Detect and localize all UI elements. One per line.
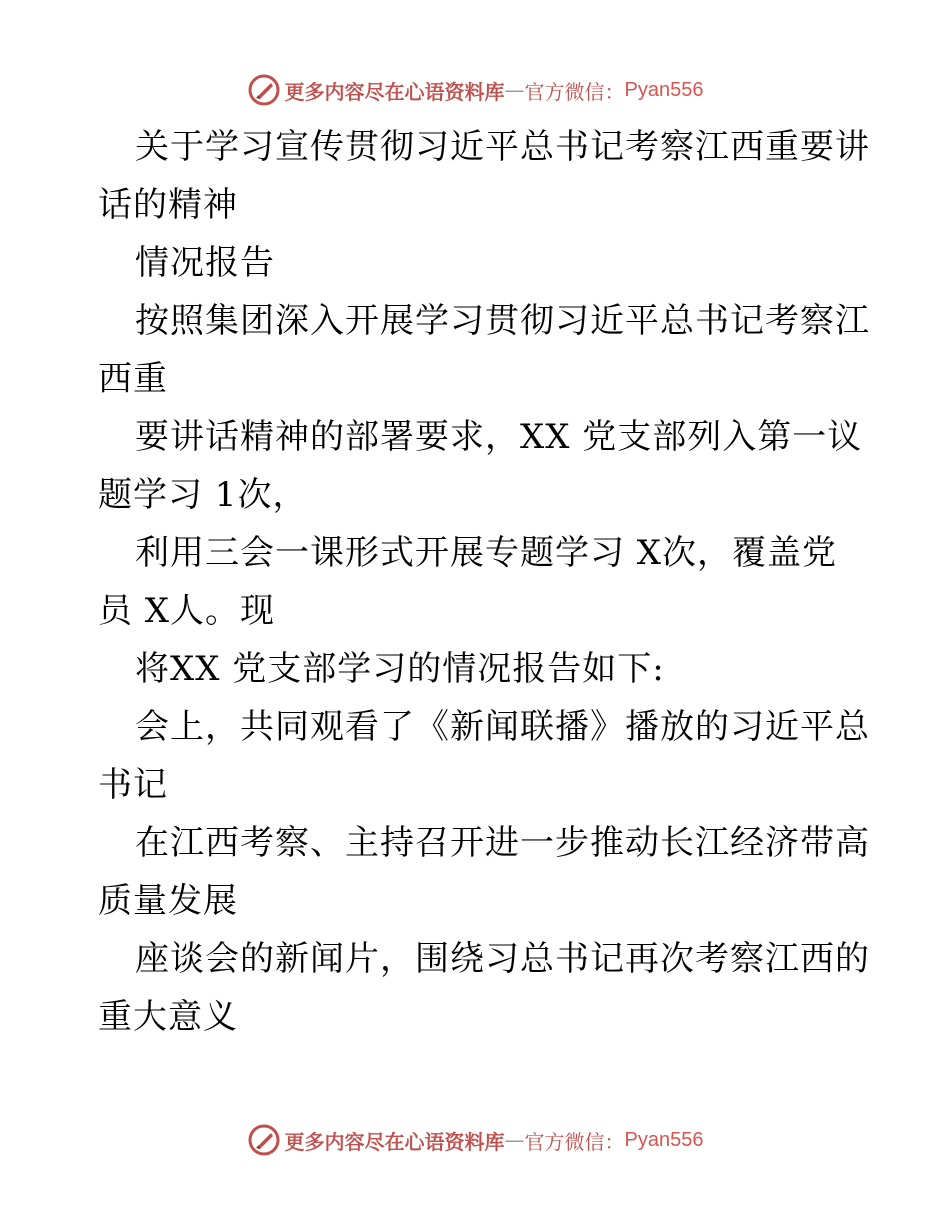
document-line: 书记 (98, 765, 168, 805)
watermark-dash: — (504, 1128, 525, 1152)
document-line: 将XX 党支部学习的情况报告如下: (135, 649, 665, 689)
watermark-wechat-id: Pyan556 (624, 1128, 704, 1151)
watermark-main-text: 更多内容尽在心语资料库 (284, 1129, 505, 1154)
document-line: 按照集团深入开展学习贯彻习近平总书记考察江 (135, 301, 870, 341)
document-line: 题学习 1次， (98, 475, 308, 515)
header-watermark (0, 70, 950, 110)
watermark-wechat-id: Pyan556 (624, 78, 704, 101)
watermark-main-text: 更多内容尽在心语资料库 (284, 79, 505, 104)
document-line: 情况报告 (135, 243, 275, 283)
document-line: 质量发展 (98, 881, 238, 921)
footer-watermark (0, 1120, 950, 1160)
document-line: 员 X人。现 (98, 591, 276, 631)
document-line: 座谈会的新闻片，围绕习总书记再次考察江西的 (135, 939, 870, 979)
document-line: 关于学习宣传贯彻习近平总书记考察江西重要讲 (135, 127, 870, 167)
pen-logo-icon (247, 1123, 281, 1157)
document-line: 西重 (98, 359, 168, 399)
document-line: 会上，共同观看了《新闻联播》播放的习近平总 (135, 707, 870, 747)
document-line: 利用三会一课形式开展专题学习 X次，覆盖党 (135, 533, 838, 573)
watermark-official-label: 官方微信： (524, 1129, 625, 1154)
document-line: 在江西考察、主持召开进一步推动长江经济带高 (135, 823, 870, 863)
pen-logo-icon (247, 73, 281, 107)
document-line: 重大意义 (98, 997, 238, 1037)
watermark-official-label: 官方微信： (524, 79, 625, 104)
watermark-dash: — (504, 78, 525, 102)
document-line: 话的精神 (98, 185, 238, 225)
document-body (98, 118, 870, 1046)
document-line: 要讲话精神的部署要求，XX 党支部列入第一议 (135, 417, 863, 457)
